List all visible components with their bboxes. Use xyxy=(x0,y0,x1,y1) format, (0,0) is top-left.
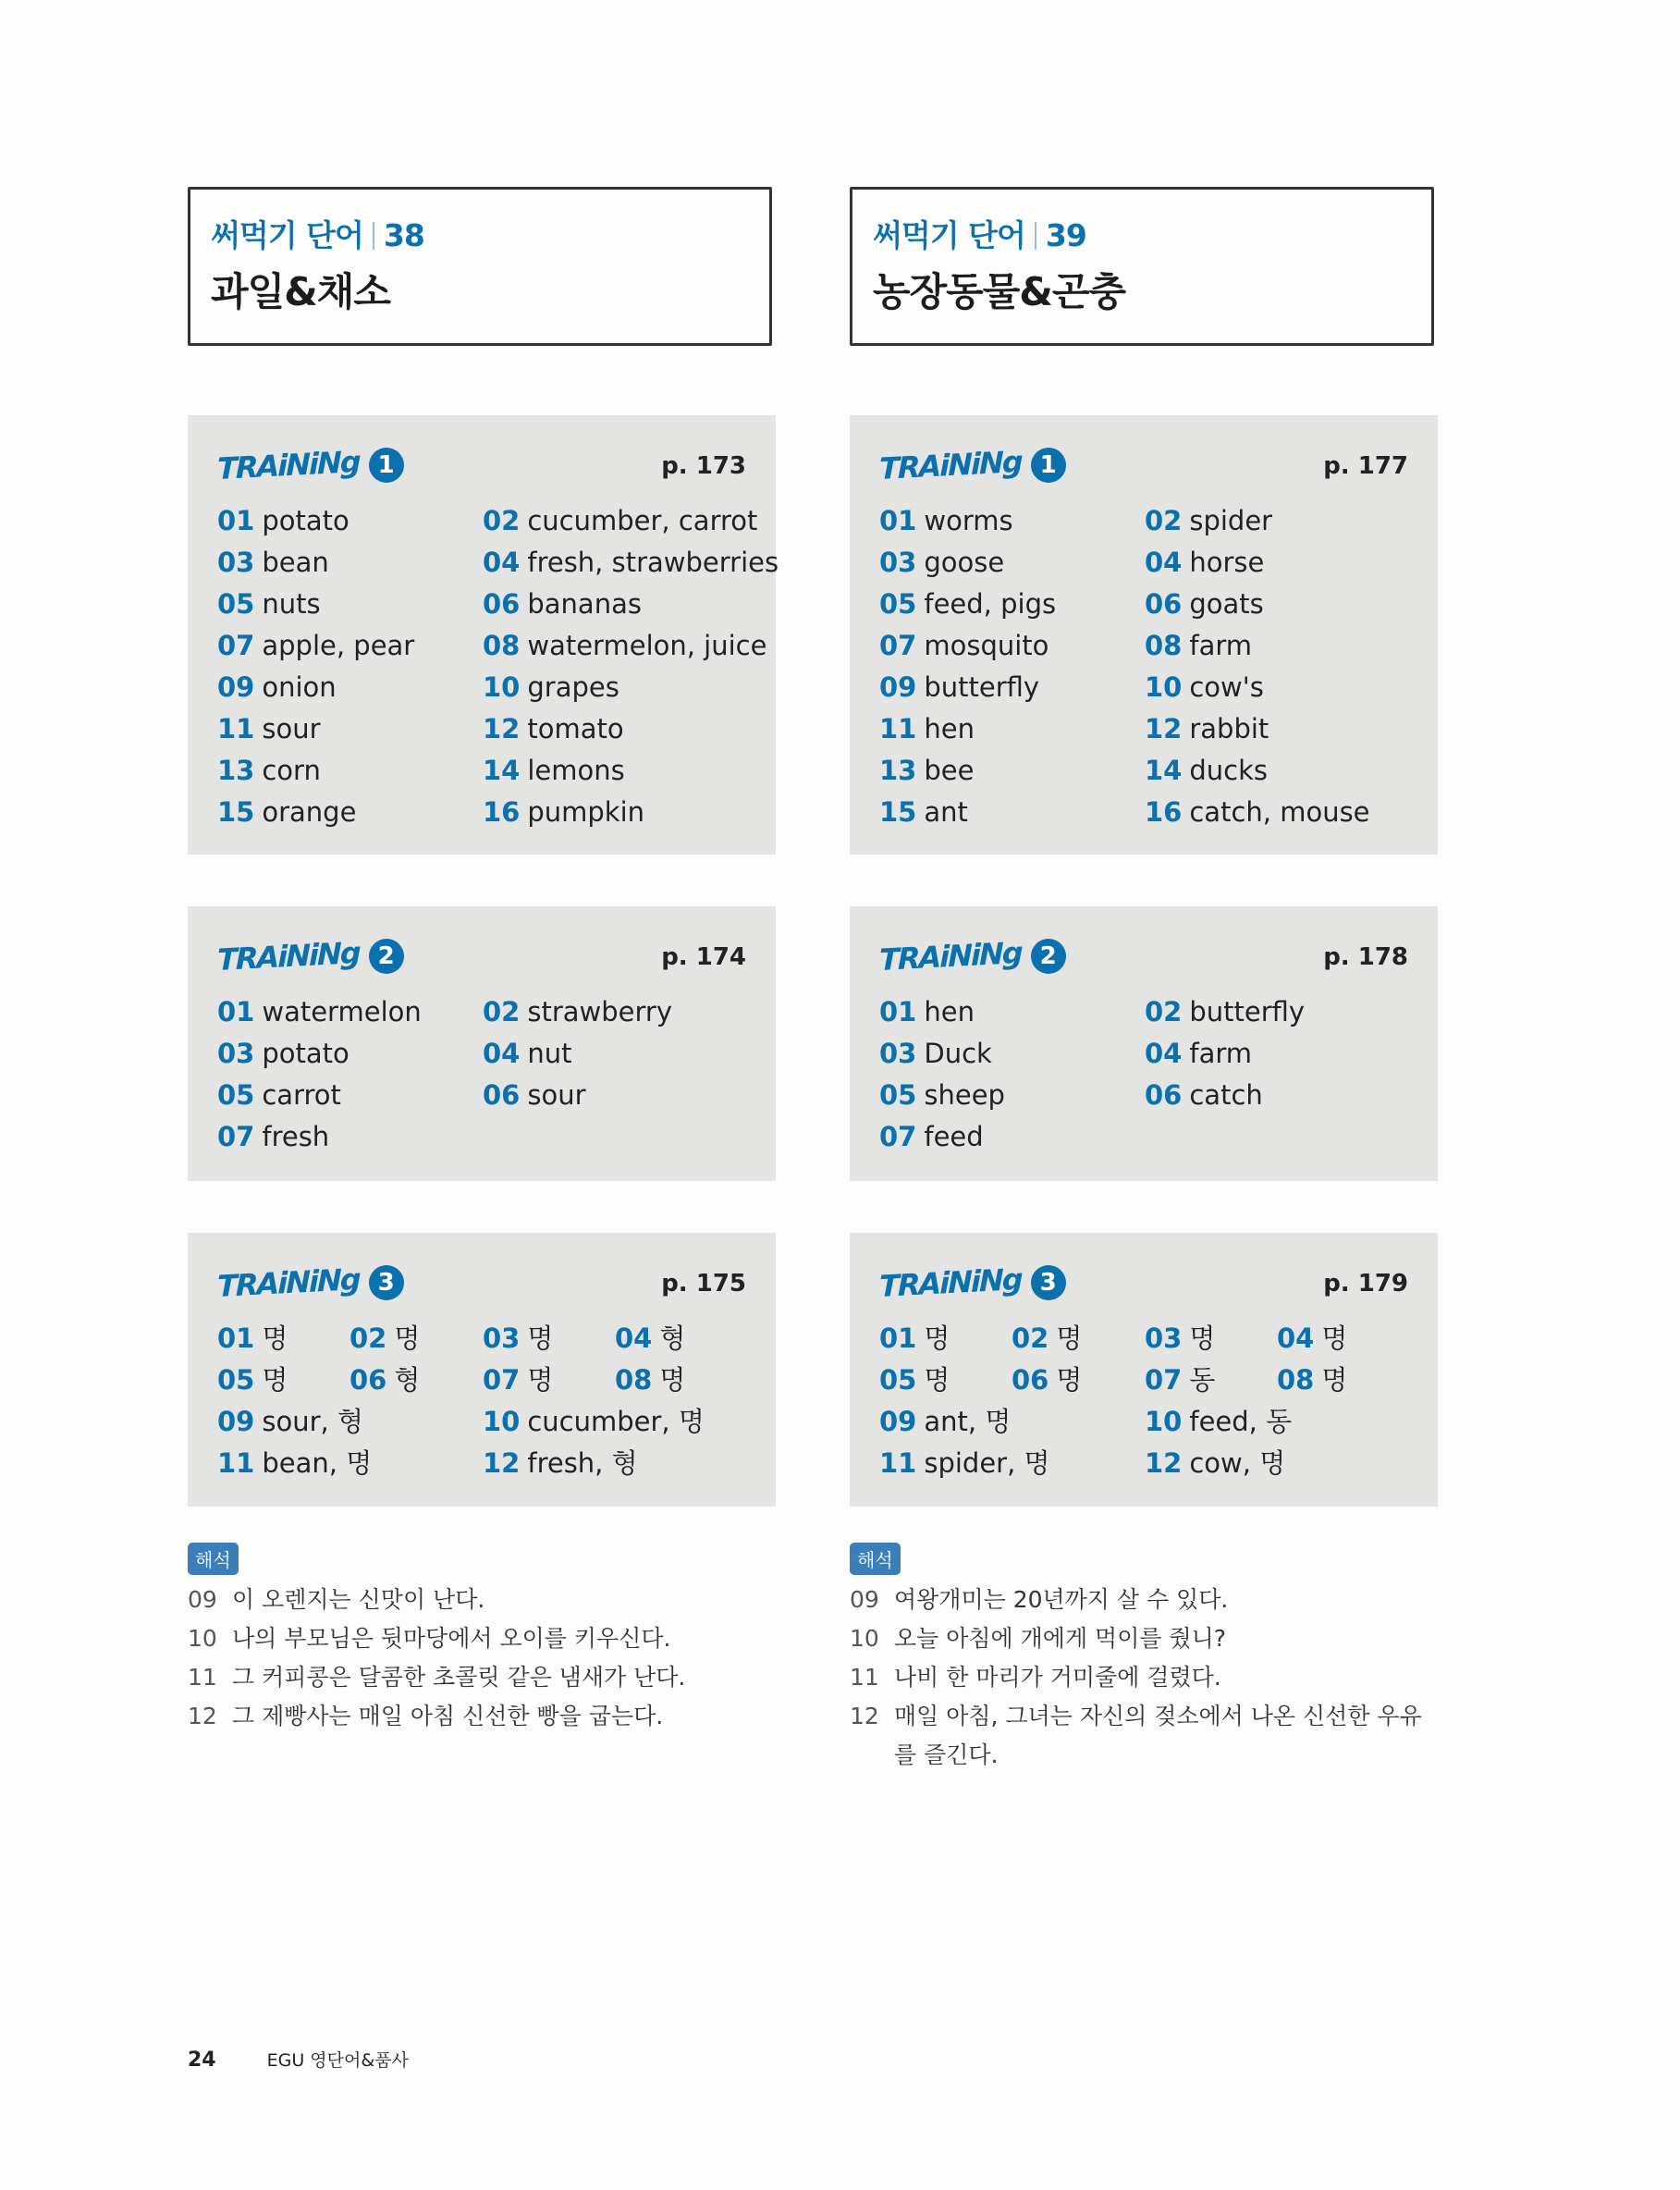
answer-text: bean xyxy=(262,547,329,578)
training-panel-2 xyxy=(850,906,1438,1181)
translation-line xyxy=(850,1581,1441,1619)
translation-line xyxy=(850,1697,1441,1775)
answer-text: 명 xyxy=(924,1364,950,1396)
answer-number: 14 xyxy=(1145,755,1183,786)
answer-text: spider xyxy=(1189,505,1273,536)
answer-text: potato xyxy=(262,505,349,536)
answer-number: 07 xyxy=(1145,1364,1183,1396)
answer-item xyxy=(879,792,1145,833)
answer-item xyxy=(483,584,748,625)
answer-text: orange xyxy=(262,796,357,828)
answer-text: feed, pigs xyxy=(924,588,1057,620)
answer-item xyxy=(217,1116,483,1158)
answer-number: 01 xyxy=(217,505,255,536)
answer-grid xyxy=(879,500,1438,833)
training-header xyxy=(879,445,1438,486)
answer-item xyxy=(879,708,1145,750)
answer-text: bee xyxy=(924,755,975,786)
training-number-badge: 1 xyxy=(369,448,404,483)
answer-number: 14 xyxy=(483,755,521,786)
answer-number: 08 xyxy=(483,630,521,661)
answer-text: cucumber, carrot xyxy=(527,505,758,536)
answer-text: sheep xyxy=(924,1079,1005,1111)
answer-text: worms xyxy=(924,505,1013,536)
answer-number: 06 xyxy=(349,1364,387,1396)
divider xyxy=(373,222,374,250)
answer-item xyxy=(1145,625,1410,667)
translation-number: 12 xyxy=(850,1703,879,1729)
answer-number: 04 xyxy=(1145,1038,1183,1069)
answer-item xyxy=(879,991,1145,1033)
answer-item xyxy=(217,792,483,833)
answer-number: 07 xyxy=(879,630,917,661)
answer-text: Duck xyxy=(924,1038,992,1069)
answer-item xyxy=(1145,1075,1410,1116)
answer-number: 11 xyxy=(879,713,917,744)
answer-text: farm xyxy=(1189,1038,1253,1069)
answer-item xyxy=(1145,1318,1277,1360)
unit-title: 과일&채소 xyxy=(211,269,390,314)
answer-text: 명 xyxy=(924,1323,950,1354)
answer-item xyxy=(1277,1360,1410,1401)
page-reference: p. 178 xyxy=(1323,943,1408,971)
training-logo: TRAiNiNg xyxy=(879,934,1022,978)
translation-number: 09 xyxy=(850,1586,879,1613)
answer-item xyxy=(879,750,1145,792)
translation-line xyxy=(188,1581,779,1619)
answer-text: 명 xyxy=(1321,1364,1348,1396)
answer-item xyxy=(1012,1360,1145,1401)
answer-grid xyxy=(879,1401,1438,1484)
answer-item xyxy=(349,1318,483,1360)
answer-number: 01 xyxy=(217,996,255,1027)
answer-number: 04 xyxy=(615,1323,653,1354)
answer-item xyxy=(879,542,1145,584)
answer-number: 11 xyxy=(879,1447,917,1479)
training-number-badge: 1 xyxy=(1031,448,1066,483)
answer-item xyxy=(483,792,748,833)
answer-text: 명 xyxy=(1189,1323,1216,1354)
answer-number: 07 xyxy=(879,1121,917,1152)
answer-text: 명 xyxy=(527,1323,554,1354)
answer-text: 명 xyxy=(262,1364,288,1396)
answer-number: 12 xyxy=(483,1447,521,1479)
translation-number: 10 xyxy=(850,1625,879,1652)
answer-item xyxy=(483,1401,748,1443)
answer-text: watermelon xyxy=(262,996,422,1027)
translation-text: 매일 아침, 그녀는 자신의 젖소에서 나온 신선한 우유를 즐긴다. xyxy=(894,1703,1422,1768)
translation-badge: 해석 xyxy=(188,1543,239,1575)
answer-number: 10 xyxy=(483,1406,521,1437)
unit-title: 농장동물&곤충 xyxy=(873,269,1126,314)
translation-number: 12 xyxy=(188,1703,217,1729)
answer-number: 04 xyxy=(1277,1323,1315,1354)
answer-text: ant xyxy=(924,796,968,828)
answer-text: farm xyxy=(1189,630,1253,661)
answer-number: 09 xyxy=(879,671,917,703)
page-reference: p. 175 xyxy=(661,1270,746,1298)
answer-item xyxy=(879,1075,1145,1116)
answer-number: 16 xyxy=(1145,796,1183,828)
training-header xyxy=(217,1262,776,1303)
answer-item xyxy=(483,708,748,750)
answer-item xyxy=(615,1318,748,1360)
answer-number: 15 xyxy=(879,796,917,828)
answer-grid xyxy=(217,500,779,833)
answer-number: 16 xyxy=(483,796,521,828)
answer-item xyxy=(483,500,758,542)
answer-number: 02 xyxy=(1012,1323,1049,1354)
answer-number: 01 xyxy=(217,1323,255,1354)
answer-text: rabbit xyxy=(1189,713,1269,744)
answer-number: 06 xyxy=(1145,1079,1183,1111)
answer-number: 05 xyxy=(217,1079,255,1111)
translation-number: 09 xyxy=(188,1586,217,1613)
answer-number: 02 xyxy=(483,996,521,1027)
training-panel-3 xyxy=(188,1233,776,1507)
answer-number: 02 xyxy=(1145,996,1183,1027)
translation-badge: 해석 xyxy=(850,1543,901,1575)
answer-item xyxy=(879,1443,1145,1484)
answer-item xyxy=(217,1318,349,1360)
training-header xyxy=(879,936,1438,977)
training-number-badge: 3 xyxy=(1031,1265,1066,1300)
answer-number: 01 xyxy=(879,505,917,536)
answer-number: 03 xyxy=(217,1038,255,1069)
answer-text: watermelon, juice xyxy=(527,630,767,661)
answer-item xyxy=(879,1318,1012,1360)
answer-text: 명 xyxy=(527,1364,554,1396)
translation-lines xyxy=(188,1581,779,1736)
answer-number: 03 xyxy=(483,1323,521,1354)
answer-text: carrot xyxy=(262,1079,341,1111)
answer-text: nuts xyxy=(262,588,321,620)
answer-text: goose xyxy=(924,547,1005,578)
answer-item xyxy=(879,584,1145,625)
answer-number: 02 xyxy=(349,1323,387,1354)
answer-number: 10 xyxy=(483,671,521,703)
answer-item xyxy=(1145,708,1410,750)
training-logo: TRAiNiNg xyxy=(217,1261,360,1305)
answer-item xyxy=(879,1116,1145,1158)
training-logo: TRAiNiNg xyxy=(217,934,360,978)
answer-item xyxy=(483,991,748,1033)
training-logo: TRAiNiNg xyxy=(879,443,1022,487)
translation-line xyxy=(188,1697,779,1736)
training-panel-3 xyxy=(850,1233,1438,1507)
answer-text: 명 xyxy=(1056,1323,1083,1354)
answer-number: 02 xyxy=(483,505,521,536)
answer-item xyxy=(217,667,483,708)
answer-text: 명 xyxy=(1056,1364,1083,1396)
answer-number: 05 xyxy=(879,588,917,620)
answer-item xyxy=(1145,542,1410,584)
training-panel-1 xyxy=(188,415,779,855)
answer-text: 동 xyxy=(1189,1364,1216,1396)
translation-text: 이 오렌지는 신맛이 난다. xyxy=(232,1586,485,1613)
answer-item xyxy=(483,1443,748,1484)
answer-item xyxy=(483,1075,748,1116)
answer-text: cucumber, 명 xyxy=(527,1406,705,1437)
answer-text: feed xyxy=(924,1121,984,1152)
translation-number: 11 xyxy=(188,1664,217,1691)
unit-label xyxy=(873,212,1086,255)
answer-item xyxy=(1145,1360,1277,1401)
answer-text: mosquito xyxy=(924,630,1049,661)
unit-header-box xyxy=(850,187,1434,346)
answer-number: 08 xyxy=(1145,630,1183,661)
translation-text: 나의 부모님은 뒷마당에서 오이를 키우신다. xyxy=(232,1625,671,1652)
answer-number: 06 xyxy=(1012,1364,1049,1396)
page-number: 24 xyxy=(188,2049,216,2072)
translation-lines xyxy=(850,1581,1441,1775)
answer-item xyxy=(1145,667,1410,708)
page-reference: p. 174 xyxy=(661,943,746,971)
answer-text: cow, 명 xyxy=(1189,1447,1286,1479)
answer-text: hen xyxy=(924,713,975,744)
answer-number: 12 xyxy=(1145,713,1183,744)
answer-text: 형 xyxy=(659,1323,686,1354)
page-reference: p. 173 xyxy=(661,452,746,480)
answer-text: goats xyxy=(1189,588,1264,620)
answer-number: 10 xyxy=(1145,1406,1183,1437)
answer-number: 06 xyxy=(1145,588,1183,620)
answer-number: 08 xyxy=(615,1364,653,1396)
answer-item xyxy=(217,1443,483,1484)
answer-text: fresh, strawberries xyxy=(527,547,779,578)
answer-item xyxy=(217,1033,483,1075)
answer-text: butterfly xyxy=(1189,996,1306,1027)
answer-item xyxy=(217,708,483,750)
unit-number: 39 xyxy=(1045,217,1086,253)
answer-item xyxy=(349,1360,483,1401)
answer-text: sour xyxy=(527,1079,586,1111)
answer-number: 03 xyxy=(879,547,917,578)
answer-item xyxy=(879,625,1145,667)
answer-item xyxy=(483,542,779,584)
answer-text: 명 xyxy=(1321,1323,1348,1354)
answer-item xyxy=(217,991,483,1033)
unit-number: 38 xyxy=(383,217,424,253)
answer-item xyxy=(1145,584,1410,625)
answer-grid xyxy=(217,1401,776,1484)
answer-number: 12 xyxy=(483,713,521,744)
answer-number: 04 xyxy=(483,547,521,578)
translation-line xyxy=(850,1658,1441,1697)
answer-number: 03 xyxy=(879,1038,917,1069)
answer-item xyxy=(217,500,483,542)
answer-item xyxy=(1145,1443,1410,1484)
answer-item xyxy=(1145,1401,1410,1443)
answer-grid xyxy=(879,991,1438,1158)
answer-number: 07 xyxy=(217,630,255,661)
training-logo: TRAiNiNg xyxy=(217,443,360,487)
answer-text: feed, 동 xyxy=(1189,1406,1293,1437)
answer-number: 03 xyxy=(217,547,255,578)
translation-text: 오늘 아침에 개에게 먹이를 줬니? xyxy=(894,1625,1227,1652)
page-reference: p. 177 xyxy=(1323,452,1408,480)
answer-number: 09 xyxy=(217,671,255,703)
answer-number: 06 xyxy=(483,588,521,620)
answer-item xyxy=(483,1318,615,1360)
page-footer xyxy=(188,2047,409,2072)
answer-item xyxy=(879,1033,1145,1075)
translation-text: 그 커피콩은 달콤한 초콜릿 같은 냄새가 난다. xyxy=(232,1664,686,1691)
answer-text: butterfly xyxy=(924,671,1040,703)
answer-grid xyxy=(217,991,776,1158)
answer-number: 08 xyxy=(1277,1364,1315,1396)
unit-label-text: 써먹기 단어 xyxy=(873,217,1025,253)
answer-text: sour, 형 xyxy=(262,1406,363,1437)
answer-number: 05 xyxy=(879,1364,917,1396)
book-title: EGU 영단어&품사 xyxy=(266,2050,409,2071)
translation-text: 나비 한 마리가 거미줄에 걸렸다. xyxy=(894,1664,1221,1691)
answer-item xyxy=(1145,750,1410,792)
answer-item xyxy=(1012,1318,1145,1360)
answer-number: 13 xyxy=(879,755,917,786)
answer-text: 형 xyxy=(394,1364,421,1396)
training-panel-1 xyxy=(850,415,1438,855)
answer-text: bananas xyxy=(527,588,642,620)
training-panel-2 xyxy=(188,906,776,1181)
translation-text: 그 제빵사는 매일 아침 신선한 빵을 굽는다. xyxy=(232,1703,664,1729)
translation-text: 여왕개미는 20년까지 살 수 있다. xyxy=(894,1586,1229,1613)
answer-text: sour xyxy=(262,713,321,744)
answer-text: ducks xyxy=(1189,755,1268,786)
answer-number: 01 xyxy=(879,1323,917,1354)
translation-number: 11 xyxy=(850,1664,879,1691)
answer-text: ant, 명 xyxy=(924,1406,1012,1437)
answer-item xyxy=(879,1360,1012,1401)
answer-number: 10 xyxy=(1145,671,1183,703)
answer-number: 06 xyxy=(483,1079,521,1111)
answer-item xyxy=(217,750,483,792)
answer-number: 07 xyxy=(217,1121,255,1152)
answer-number: 05 xyxy=(217,1364,255,1396)
translation-section xyxy=(188,1543,779,1736)
answer-item xyxy=(615,1360,748,1401)
answer-text: fresh xyxy=(262,1121,330,1152)
answer-text: 명 xyxy=(659,1364,686,1396)
answer-number: 04 xyxy=(1145,547,1183,578)
training-number-badge: 2 xyxy=(369,939,404,974)
translation-line xyxy=(188,1658,779,1697)
answer-item xyxy=(217,584,483,625)
answer-item xyxy=(879,500,1145,542)
answer-text: corn xyxy=(262,755,321,786)
answer-text: bean, 명 xyxy=(262,1447,373,1479)
answer-text: pumpkin xyxy=(527,796,645,828)
training-number-badge: 3 xyxy=(369,1265,404,1300)
translation-number: 10 xyxy=(188,1625,217,1652)
answer-text: catch xyxy=(1189,1079,1263,1111)
answer-text: catch, mouse xyxy=(1189,796,1370,828)
translation-line xyxy=(188,1619,779,1658)
answer-text: tomato xyxy=(527,713,624,744)
answer-number: 09 xyxy=(217,1406,255,1437)
answer-item xyxy=(1145,792,1410,833)
answer-item xyxy=(1145,1033,1410,1075)
training-header xyxy=(217,445,776,486)
translation-section xyxy=(850,1543,1441,1775)
unit-label xyxy=(211,212,424,255)
answer-text: horse xyxy=(1189,547,1265,578)
answer-number: 12 xyxy=(1145,1447,1183,1479)
answer-number: 11 xyxy=(217,713,255,744)
training-logo: TRAiNiNg xyxy=(879,1261,1022,1305)
translation-line xyxy=(850,1619,1441,1658)
answer-text: cow's xyxy=(1189,671,1264,703)
answer-item xyxy=(217,1360,349,1401)
training-header xyxy=(879,1262,1438,1303)
answer-item xyxy=(483,750,748,792)
answer-number: 07 xyxy=(483,1364,521,1396)
answer-item xyxy=(1277,1318,1410,1360)
answer-item xyxy=(217,625,483,667)
answer-text: onion xyxy=(262,671,337,703)
unit-label-text: 써먹기 단어 xyxy=(211,217,363,253)
answer-number: 02 xyxy=(1145,505,1183,536)
answer-item xyxy=(217,1075,483,1116)
answer-item xyxy=(217,542,483,584)
answer-text: fresh, 형 xyxy=(527,1447,638,1479)
answer-text: apple, pear xyxy=(262,630,415,661)
answer-number: 15 xyxy=(217,796,255,828)
answer-item xyxy=(483,667,748,708)
answer-text: lemons xyxy=(527,755,625,786)
answer-number: 09 xyxy=(879,1406,917,1437)
answer-number: 04 xyxy=(483,1038,521,1069)
answer-text: strawberry xyxy=(527,996,672,1027)
answer-text: nut xyxy=(527,1038,572,1069)
answer-text: hen xyxy=(924,996,975,1027)
answer-item xyxy=(879,667,1145,708)
training-number-badge: 2 xyxy=(1031,939,1066,974)
answer-number: 05 xyxy=(217,588,255,620)
answer-item xyxy=(483,625,767,667)
answer-item xyxy=(483,1033,748,1075)
unit-header-box xyxy=(188,187,772,346)
answer-text: spider, 명 xyxy=(924,1447,1050,1479)
answer-number: 11 xyxy=(217,1447,255,1479)
training-header xyxy=(217,936,776,977)
short-answer-grid xyxy=(879,1318,1438,1401)
page-reference: p. 179 xyxy=(1323,1270,1408,1298)
answer-item xyxy=(483,1360,615,1401)
answer-text: 명 xyxy=(262,1323,288,1354)
answer-number: 01 xyxy=(879,996,917,1027)
answer-item xyxy=(217,1401,483,1443)
answer-text: potato xyxy=(262,1038,349,1069)
answer-item xyxy=(879,1401,1145,1443)
answer-number: 13 xyxy=(217,755,255,786)
short-answer-grid xyxy=(217,1318,776,1401)
answer-number: 03 xyxy=(1145,1323,1183,1354)
answer-item xyxy=(1145,500,1410,542)
answer-text: grapes xyxy=(527,671,619,703)
answer-number: 05 xyxy=(879,1079,917,1111)
answer-text: 명 xyxy=(394,1323,421,1354)
divider xyxy=(1035,222,1036,250)
answer-item xyxy=(1145,991,1410,1033)
